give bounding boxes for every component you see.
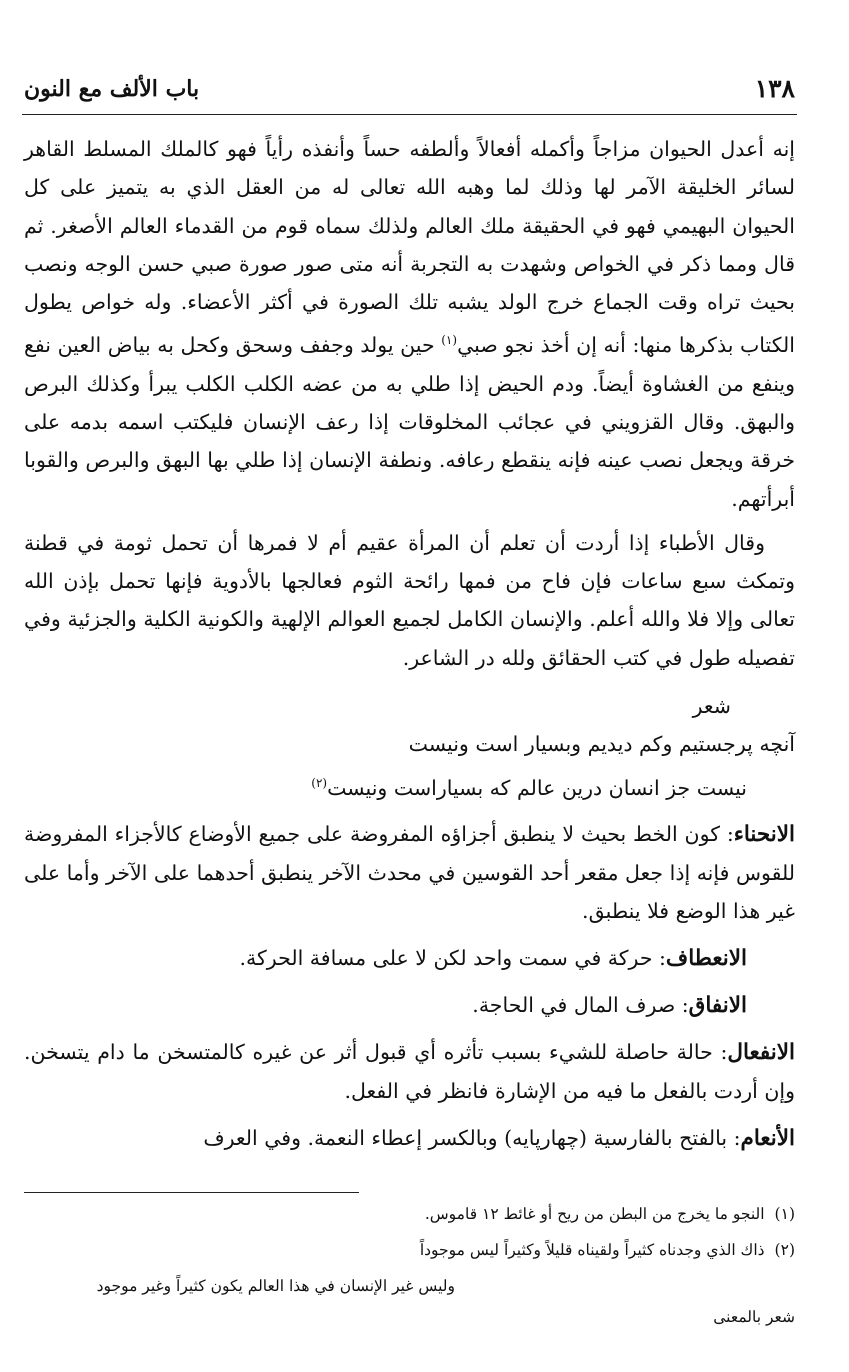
entry-infaq: [24, 986, 795, 1025]
entry-term: الانعطاف: [665, 945, 747, 971]
footnote-2-line-3: شعر بالمعنى: [713, 1308, 795, 1326]
paragraph-1: [24, 130, 795, 518]
entry-definition: : حركة في سمت واحد لكن لا على مسافة الحركة.: [239, 945, 666, 970]
page-number: ١٣٨: [754, 74, 795, 103]
main-text: [24, 130, 795, 1158]
entry-definition: : حالة حاصلة للشيء بسبب تأثره أي قبول أثر عن غيره كالمتسخن ما دام يتسخن. وإن أردت بالفعل ما فيه من الإشارة فانظر في الفعل.: [24, 1040, 795, 1104]
footnote-2-text: ذاك الذي وجدناه كثيراً ولقيناه قليلاً وكثيراً ليس موجوداً: [419, 1241, 765, 1259]
entry-term: الانحناء: [733, 821, 795, 847]
entry-inetaf: [24, 939, 795, 978]
poem: [24, 725, 795, 806]
entry-definition: : بالفتح بالفارسية (چهارپايه) وبالكسر إعطاء النعمة. وفي العرف: [203, 1125, 741, 1150]
paragraph-2: وقال الأطباء إذا أردت أن تعلم أن المرأة عقيم أم لا فمرها أن تحمل ثومة في قطنة وتمكث سبع ساعات فإن فاح من فمها رائحة الثوم فعالجها بالأدوية فإنها تحمل بإذن الله تعالى وإلا فلا والله أعلم. والإنسان الكامل لجميع العوالم الإلهية والكونية الكلية والجزئية وفي تفصيله طول في كتب الحقائق ولله در الشاعر.: [24, 530, 795, 670]
header-rule: [22, 114, 797, 115]
footnote-1-text: النجو ما يخرج من البطن من ريح أو غائط ١٢ قاموس.: [424, 1205, 765, 1223]
entry-definition: : صرف المال في الحاجة.: [472, 992, 689, 1017]
paragraph-1-text-a: إنه أعدل الحيوان مزاجاً وأكمله أفعالاً وألطفه حساً وأنفذه رأياً فهو كالملك المسلط القاهر لسائر الخليقة الآمر لها وذلك لما وهبه الله تعالى له من العقل الذي به يتميز على كل الحيوان البهيمي فهو في الحقيقة ملك العالم ولذلك سماه قوم من القدماء العالم الأصغر. ثم قال ومما ذكر في الخواص وشهدت به التجربة أنه متى صور صورة صبي حسن الوجه ونصب بحيث تراه وقت الجماع خرج الولد يشبه تلك الصورة في أكثر الأعضاء. وله خواص يطول الكتاب بذكرها منها: أنه إن أخذ نجو صبي: [24, 137, 795, 358]
entry-anaam: [24, 1119, 795, 1158]
entry-term: الانفاق: [688, 992, 747, 1018]
footnote-1: [24, 1203, 795, 1225]
poem-line-2: [24, 764, 795, 807]
entry-term: الانفعال: [727, 1040, 795, 1066]
poem-line-1: آنچه پرجستيم وكم ديديم وبسيار است ونيست: [408, 732, 795, 757]
footnote-ref-1[interactable]: (١): [441, 333, 458, 348]
footnote-1-number: (١): [774, 1205, 795, 1223]
footnote-2-number: (٢): [774, 1241, 795, 1259]
footnote-ref-2[interactable]: (٢): [311, 775, 328, 790]
footnote-rule: [24, 1192, 359, 1193]
entry-infial: [24, 1033, 795, 1111]
poem-heading: شعر: [692, 693, 731, 718]
entry-inhina: [24, 815, 795, 931]
chapter-title: باب الألف مع النون: [24, 76, 200, 102]
entry-term: الأنعام: [740, 1125, 795, 1151]
paragraph-1-text-b: حين يولد وجفف وسحق وكحل به بياض العين نفع وينفع من الغشاوة أيضاً. ودم الحيض إذا طلي به من عضه الكلب الكلب يبرأ وكذلك البرص والبهق. وقال القزويني في عجائب المخلوقات إذا رعف الإنسان فليكتب اسمه بدمه على خرقة ويجعل نصب عينه فإنه ينقطع رعافه. ونطفة الإنسان إذا طلي بها البهق والبرص والقوبا أبرأتهم.: [24, 333, 795, 511]
page-header: [24, 74, 795, 114]
footnote-2-line-2: وليس غير الإنسان في هذا العالم يكون كثيراً وغير موجود: [96, 1277, 455, 1295]
footnote-2: [24, 1239, 795, 1261]
poem-line-2-text: نيست جز انسان درين عالم كه بسياراست ونيست: [327, 775, 747, 800]
entry-definition: : كون الخط بحيث لا ينطبق أجزاؤه المفروضة على جميع الأوضاع كالأجزاء المفروضة للقوس فإنه إذا جعل مقعر أحد القوسين في محدث الآخر ينطبق أحدهما على الآخر وأما على غير هذا الوضع فلا ينطبق.: [24, 821, 795, 924]
